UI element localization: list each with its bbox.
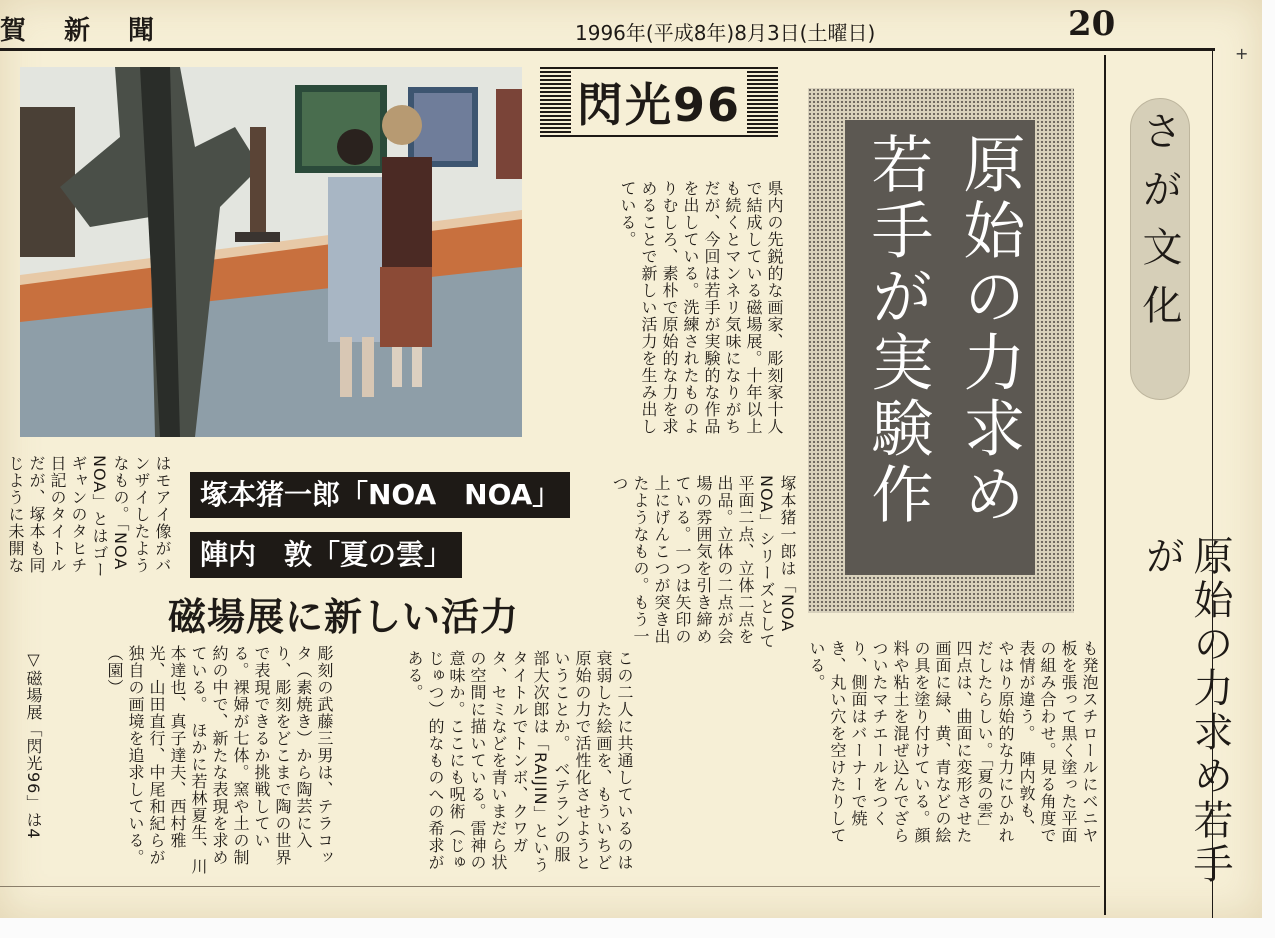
page-number: 20 — [1068, 4, 1116, 44]
newspaper-masthead: 賀新聞 — [0, 16, 193, 46]
series-logo — [540, 67, 778, 137]
subhead-jinnouchi: 陣内 敦「夏の雲」 — [190, 532, 462, 578]
crop-mark: + — [1235, 44, 1249, 63]
top-rule — [0, 48, 1215, 51]
body-column-4: この二人に共通しているのは衰弱した絵画を、もういちど原始の力で活性化させようということか。 ベテランの服部大次郎は「RAIJIN」というタイトルでトンボ、クワガタ、セミなどを青いまだら状の空間に描いている。雷神の意味か。ここにも呪術（じゅじゅつ）的なものへの希求がある。 — [405, 650, 634, 874]
body-column-5: 彫刻の武藤三男は、テラコッタ（素焼き）から陶芸に入り、彫刻をどこまで陶の世界で表現できるか挑戦している。裸婦が七体。窯や土の制約の中で、新たな表現を求めている。 ほかに若林夏生、川本達也、真子達夫、西村雅光、山田直行、中尾和紀らが独自の画境を追求している。（園） — [105, 645, 334, 875]
scan-margin-right — [1262, 0, 1275, 938]
body-column-1: 塚本猪一郎は「NOA NOA」シリーズとして平面二点、立体二点を出品。立体の二点が会場の雰囲気を引き締めている。一つは矢印の上にげんこつが突き出たようなもの。もう一つ — [610, 475, 797, 650]
series-logo-text: 閃光96 — [571, 69, 747, 135]
section-label: さが文化 — [1136, 110, 1182, 342]
exhibition-photo — [20, 67, 522, 437]
subhead-tsukamoto: 塚本猪一郎「NOA NOA」 — [190, 472, 570, 518]
scan-margin-bottom — [0, 918, 1275, 938]
right-column-headline: 原始の力求め若手が — [1139, 535, 1233, 887]
lead-paragraph: 県内の先鋭的な画家、彫刻家十人で結成している磁場展。十年以上も続くとマンネリ気味になりがちだが、今回は若手が実験的な作品を出している。洗練されたものよりむしろ、素朴で原始的な力を求めることで新しい活力を生み出している。 — [618, 180, 784, 435]
main-headline: 原始の力求め若手が実験作 — [861, 132, 1026, 528]
subhead-main: 磁場展に新しい活力 — [168, 594, 520, 639]
exhibition-photo-illustration — [20, 67, 522, 437]
dateline: 1996年(平成8年)8月3日(土曜日) — [575, 21, 876, 45]
column-rule — [1104, 55, 1106, 915]
bottom-rule — [0, 886, 1100, 887]
body-column-3: も発泡スチロールにベニヤ板を張って黒く塗った平面の組み合わせ。見る角度で表情が違う。 陣内敦も、やはり原始的な力にひかれだしたらしい。「夏の雲」四点は、曲面に変形させた画面に緑、黄、青などの絵の具を塗り付けている。顔料や粘土を混ぜ込んでざらついたマチエールをつくり、側面はバーナーで焼き、丸い穴を空けたりしている。 — [807, 640, 1099, 844]
body-column-6: ▽磁場展「閃光96」は4 — [24, 650, 43, 840]
body-column-2: はモアイ像がバンザイしたようなもの。「NOA NOA」とはゴーギャンのタヒチ日記のタイトルだが、塚本も同じように未開な — [6, 455, 172, 579]
